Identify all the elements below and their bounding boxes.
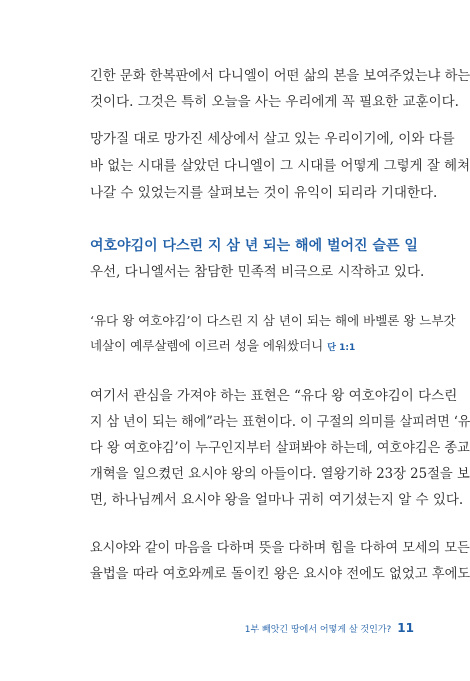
page-footer [245,617,414,636]
section-heading: 여호야김이 다스린 지 삼 년 되는 해에 벌어진 슬픈 일 [90,238,418,254]
body-text-line: 나갈 수 있었는지를 살펴보는 것이 유익이 되리라 기대한다. [90,185,438,201]
body-text-line: 여기서 관심을 가져야 하는 표현은 “유다 왕 여호야김이 다스린 [90,388,458,404]
body-text-line: 망가질 대로 망가진 세상에서 살고 있는 우리이기에, 이와 다를 [90,131,455,147]
body-text-line: 다 왕 여호야김’이 누구인지부터 살펴봐야 하는데, 여호야김은 종교 [90,440,470,456]
body-text-line: 율법을 따라 여호와께로 돌이킨 왕은 요시야 전에도 없었고 후에도 [90,566,470,582]
scripture-reference: 단 1:1 [327,343,356,353]
body-text-line: 바 없는 시대를 살았던 다니엘이 그 시대를 어떻게 그렇게 잘 헤쳐 [90,158,470,174]
body-text-line: 지 삼 년이 되는 해에”라는 표현이다. 이 구절의 의미를 살피려면 ‘유 [90,414,470,430]
body-text-line: 요시야와 같이 마음을 다하며 뜻을 다하며 힘을 다하여 모세의 모든 [90,540,470,556]
body-text-line: 우선, 다니엘서는 참담한 민족적 비극으로 시작하고 있다. [90,264,425,280]
page-number: 11 [397,621,414,635]
scripture-quote-line: ‘유다 왕 여호야김’이 다스린 지 삼 년이 되는 해에 바벨론 왕 느부갓 [90,313,456,328]
body-text-line: 것이다. 그것은 특히 오늘을 사는 우리에게 꼭 필요한 교훈이다. [90,94,459,110]
body-text-line: 긴한 문화 한복판에서 다니엘이 어떤 삶의 본을 보여주었는냐 하는 [90,68,470,84]
body-text-line: 면, 하나님께서 요시야 왕을 얼마나 귀히 여기셨는지 알 수 있다. [90,492,464,508]
scripture-quote-text: 네살이 예루살렘에 이르러 성을 에워쌌더니 [90,338,324,353]
scripture-quote-line [90,337,355,357]
body-text-line: 개혁을 일으켰던 요시야 왕의 아들이다. 열왕기하 23장 25절을 보 [90,466,470,482]
running-title: 1부 빼앗긴 땅에서 어떻게 살 것인가? [244,625,392,635]
